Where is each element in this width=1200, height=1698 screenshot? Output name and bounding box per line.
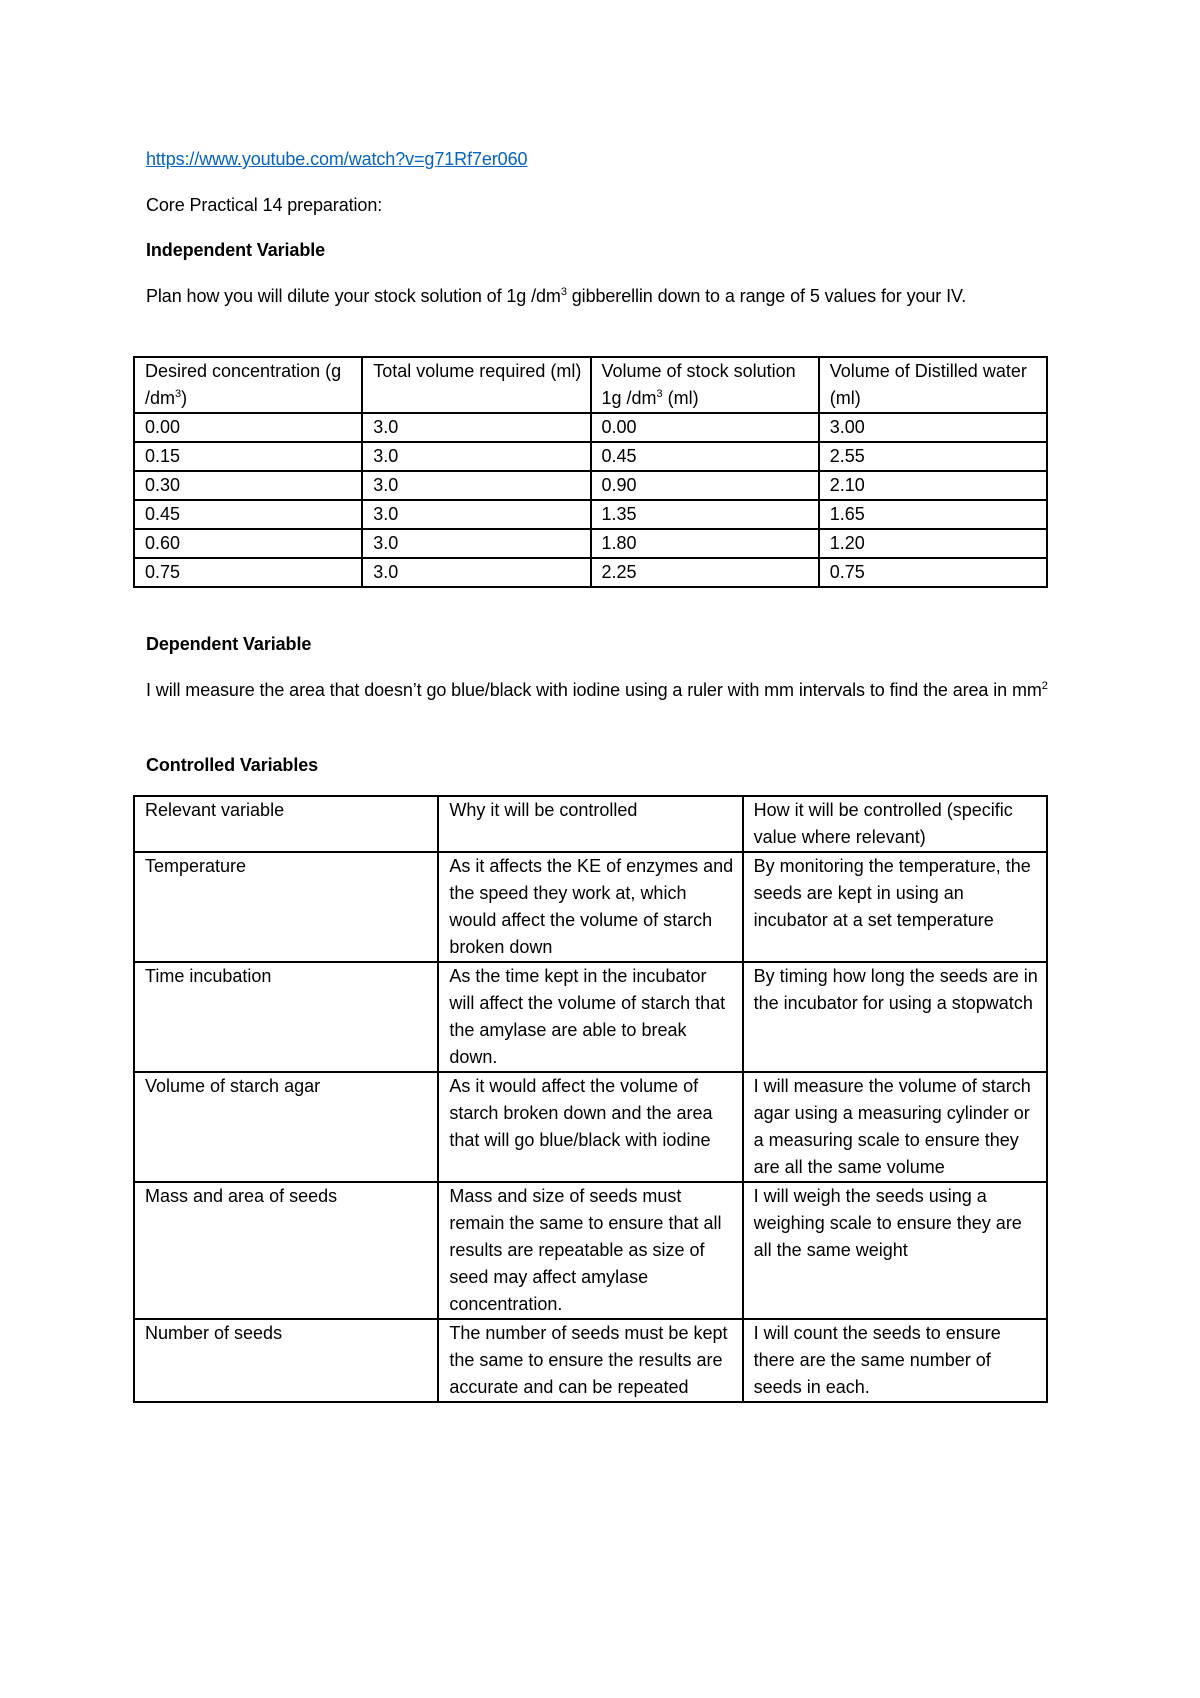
table-cell: 3.0	[362, 500, 590, 529]
table-header-row	[134, 357, 1047, 413]
table-row	[134, 1072, 1047, 1182]
table-row	[134, 558, 1047, 587]
table-row	[134, 471, 1047, 500]
table-row	[134, 962, 1047, 1072]
table-cell: Volume of starch agar	[134, 1072, 438, 1182]
table-cell: As it affects the KE of enzymes and the speed they work at, which would affect the volume of starch broken down	[438, 852, 742, 962]
table-row	[134, 500, 1047, 529]
table-cell: I will weigh the seeds using a weighing scale to ensure they are all the same weight	[743, 1182, 1047, 1319]
table-cell: 3.0	[362, 413, 590, 442]
controlled-variables-table	[133, 795, 1048, 1403]
table-cell: 3.0	[362, 442, 590, 471]
table-cell: By monitoring the temperature, the seeds are kept in using an incubator at a set temperature	[743, 852, 1047, 962]
table-cell: Relevant variable	[134, 796, 438, 852]
table-cell: Mass and size of seeds must remain the same to ensure that all results are repeatable as size of seed may affect amylase concentration.	[438, 1182, 742, 1319]
table-cell: 1.65	[819, 500, 1047, 529]
table-cell: Temperature	[134, 852, 438, 962]
table-row	[134, 413, 1047, 442]
table-cell: How it will be controlled (specific value where relevant)	[743, 796, 1047, 852]
dv-text: I will measure the area that doesn’t go blue/black with iodine using a ruler with mm intervals to find the area in $mm^2$	[146, 680, 1048, 700]
table-cell: 2.55	[819, 442, 1047, 471]
page-title: Core Practical 14 preparation:	[146, 195, 383, 215]
table-cell: 2.25	[591, 558, 819, 587]
table-row	[134, 852, 1047, 962]
table-cell: 3.00	[819, 413, 1047, 442]
header-cell: Desired concentration (g $/dm^3$)	[134, 357, 362, 413]
table-cell: 0.60	[134, 529, 362, 558]
table-cell: 0.75	[134, 558, 362, 587]
table-cell: Number of seeds	[134, 1319, 438, 1402]
table-cell: Time incubation	[134, 962, 438, 1072]
table-cell: Mass and area of seeds	[134, 1182, 438, 1319]
table-cell: 0.45	[134, 500, 362, 529]
dilution-table	[133, 356, 1048, 588]
table-cell: 3.0	[362, 529, 590, 558]
table-cell: 1.20	[819, 529, 1047, 558]
table-cell: 1.80	[591, 529, 819, 558]
table-cell: As it would affect the volume of starch broken down and the area that will go blue/black with iodine	[438, 1072, 742, 1182]
table-row	[134, 1319, 1047, 1402]
table-row	[134, 1182, 1047, 1319]
table-cell: 0.30	[134, 471, 362, 500]
table-cell: Why it will be controlled	[438, 796, 742, 852]
youtube-link[interactable]: https://www.youtube.com/watch?v=g71Rf7er060	[146, 149, 528, 169]
table-cell: I will measure the volume of starch agar using a measuring cylinder or a measuring scale to ensure they are all the same volume	[743, 1072, 1047, 1182]
table-cell: 0.00	[591, 413, 819, 442]
dv-heading: Dependent Variable	[146, 634, 312, 654]
table-cell: I will count the seeds to ensure there are the same number of seeds in each.	[743, 1319, 1047, 1402]
table-cell: 0.75	[819, 558, 1047, 587]
table-cell: 0.15	[134, 442, 362, 471]
table-cell: 0.45	[591, 442, 819, 471]
table-row	[134, 529, 1047, 558]
iv-heading: Independent Variable	[146, 240, 326, 260]
table-cell: 0.90	[591, 471, 819, 500]
table-cell: By timing how long the seeds are in the incubator for using a stopwatch	[743, 962, 1047, 1072]
header-cell: Total volume required (ml)	[362, 357, 590, 413]
table-cell: 0.00	[134, 413, 362, 442]
table-cell: As the time kept in the incubator will affect the volume of starch that the amylase are able to break down.	[438, 962, 742, 1072]
table-header-row	[134, 796, 1047, 852]
table-cell: 3.0	[362, 558, 590, 587]
cv-heading: Controlled Variables	[146, 755, 319, 775]
iv-instructions: Plan how you will dilute your stock solution of 1g $/dm^3$ gibberellin down to a range of 5 values for your IV.	[146, 286, 967, 306]
header-cell: Volume of Distilled water (ml)	[819, 357, 1047, 413]
table-cell: 3.0	[362, 471, 590, 500]
table-cell: 2.10	[819, 471, 1047, 500]
header-cell: Volume of stock solution 1g $/dm^3$ (ml)	[591, 357, 819, 413]
table-cell: The number of seeds must be kept the same to ensure the results are accurate and can be repeated	[438, 1319, 742, 1402]
table-row	[134, 442, 1047, 471]
table-cell: 1.35	[591, 500, 819, 529]
